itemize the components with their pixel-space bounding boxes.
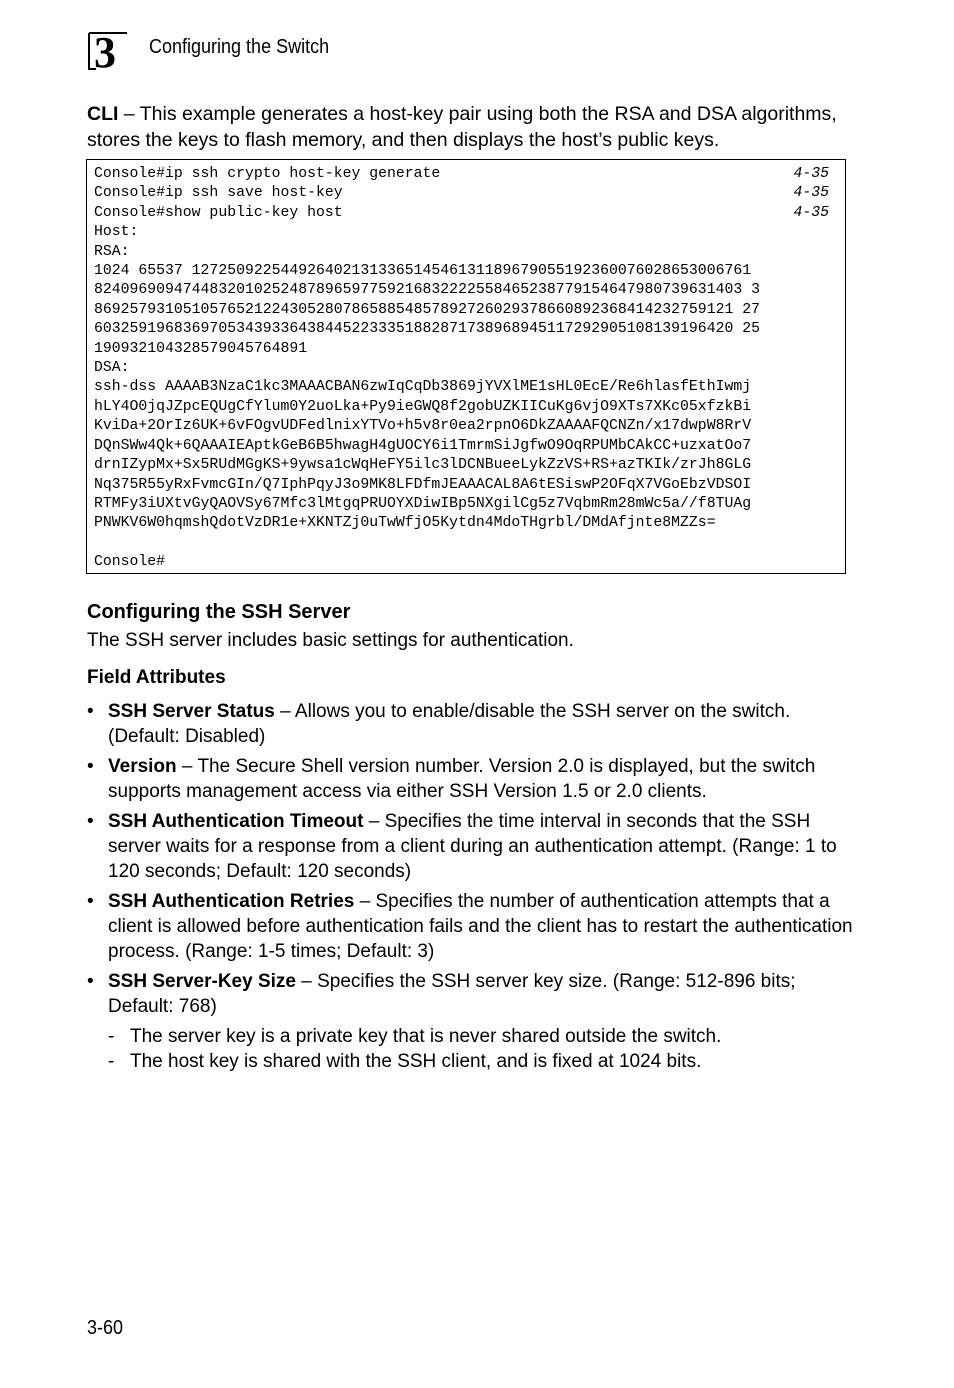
field-term: Version bbox=[108, 756, 177, 777]
cli-page-ref: 4-35 bbox=[793, 185, 829, 202]
bullet-icon: • bbox=[87, 701, 94, 722]
note-text: The server key is a private key that is never shared outside the switch. bbox=[130, 1026, 722, 1047]
cli-example-box bbox=[86, 159, 846, 574]
list-item bbox=[108, 1024, 857, 1049]
section-heading: Configuring the SSH Server bbox=[87, 601, 351, 623]
field-term: SSH Server-Key Size bbox=[108, 971, 296, 992]
section-paragraph: The SSH server includes basic settings for authentication. bbox=[87, 630, 574, 651]
dash-icon: - bbox=[108, 1051, 115, 1072]
list-item bbox=[87, 969, 857, 1074]
field-description: – Allows you to enable/disable the SSH server on the switch. (Default: Disabled) bbox=[108, 701, 791, 747]
field-description: – Specifies the SSH server key size. (Range: 512-896 bits; Default: 768) bbox=[108, 971, 796, 1017]
field-description: – The Secure Shell version number. Version 2.0 is displayed, but the switch supports management access via either SSH Version 1.5 or 2.0 clients. bbox=[108, 756, 816, 802]
field-term: SSH Authentication Retries bbox=[108, 891, 355, 912]
intro-paragraph bbox=[87, 101, 857, 153]
note-text: The host key is shared with the SSH client, and is fixed at 1024 bits. bbox=[130, 1051, 702, 1072]
bullet-icon: • bbox=[87, 971, 94, 992]
chapter-number-badge bbox=[88, 32, 124, 68]
list-item bbox=[108, 1049, 857, 1074]
field-description: – Specifies the number of authentication attempts that a client is allowed before authentication fails and the client has to restart the authentication process. (Range: 1-5 times; Default: 3) bbox=[108, 891, 853, 962]
running-title: Configuring the Switch bbox=[149, 36, 330, 58]
cli-code: Console#ip ssh crypto host-key generate Console#ip ssh save host-key Console#show public-key host Host: RSA: 1024 65537 127250922544926402131336514546131189679055192360076028653006761 8240969094744832010252487896597759216832222558465238779154647980739631403 3 869257931051057652122430528078658854857892726029378660892368414232759121 27 603259196836970534393364384452233351882871738968945117292905108139196420 25 190932104328579045764891 DSA: ssh-dss AAAAB3NzaC1kc3MAAACBAN6zwIqCqDb3869jYVXlME1sHL0EcE/Re6hlasfEthIwmj hLY4O0jqJZpcEQUgCfYlum0Y2uoLka+Py9ieGWQ8f2gobUZKIICuKg6vjO9XTs7XKc05xfzkBi KviDa+2OrIz6UK+6vFOgvUDFedlnixYTVo+h5v8r0ea2rpnO6DkZAAAAFQCNZn/x17dwpW8RrV DQnSWw4Qk+6QAAAIEAptkGeB6B5hwagH4gUOCY6i1TmrmSiJgfwO9OqRPUMbCAkCC+uzxatOo7 drnIZypMx+Sx5RUdMGgKS+9ywsa1cWqHeFY5ilc3lDCNBueeLykZzVS+RS+azTKIk/zrJh8GLG Nq375R55yRxFvmcGIn/Q7IphPqyJ3o9MK8LFDfmJEAAACAL8A6tESiswP2OFqX7VGoEbzVDSOI RTMFy3iUXtvGyQAOVSy67Mfc3lMtgqPRUOYXDiwIBp5NXgilCg5z7VqbmRm28mWc5a//f8TUAg PNWKV6W0hqmshQdotVzDR1e+XKNTZj0uTwWfjO5Kytdn4MdoTHgrbl/DMdAfjnte8MZZs= Console# bbox=[94, 166, 760, 571]
chapter-number: 3 bbox=[94, 32, 116, 70]
bullet-icon: • bbox=[87, 811, 94, 832]
list-item bbox=[87, 754, 857, 804]
dash-icon: - bbox=[108, 1026, 115, 1047]
field-term: SSH Authentication Timeout bbox=[108, 811, 364, 832]
field-attributes-heading: Field Attributes bbox=[87, 667, 226, 688]
cli-label: CLI bbox=[87, 103, 119, 125]
list-item bbox=[87, 889, 857, 964]
bullet-icon: • bbox=[87, 756, 94, 777]
chapter-badge-graphic bbox=[88, 32, 128, 70]
list-item bbox=[87, 699, 857, 749]
server-key-notes bbox=[108, 1024, 857, 1074]
bullet-icon: • bbox=[87, 891, 94, 912]
page-number: 3-60 bbox=[87, 1317, 124, 1339]
cli-page-ref: 4-35 bbox=[793, 204, 829, 221]
list-item bbox=[87, 809, 857, 884]
field-description: – Specifies the time interval in seconds that the SSH server waits for a response from a client during an authentication attempt. (Range: 1 to 120 seconds; Default: 120 seconds) bbox=[108, 811, 837, 882]
intro-text: – This example generates a host-key pair using both the RSA and DSA algorithms, stores the keys to flash memory, and then displays the host’s public keys. bbox=[87, 103, 837, 151]
field-attributes-list bbox=[87, 699, 857, 1079]
cli-page-ref: 4-35 bbox=[793, 166, 829, 182]
field-term: SSH Server Status bbox=[108, 701, 275, 722]
